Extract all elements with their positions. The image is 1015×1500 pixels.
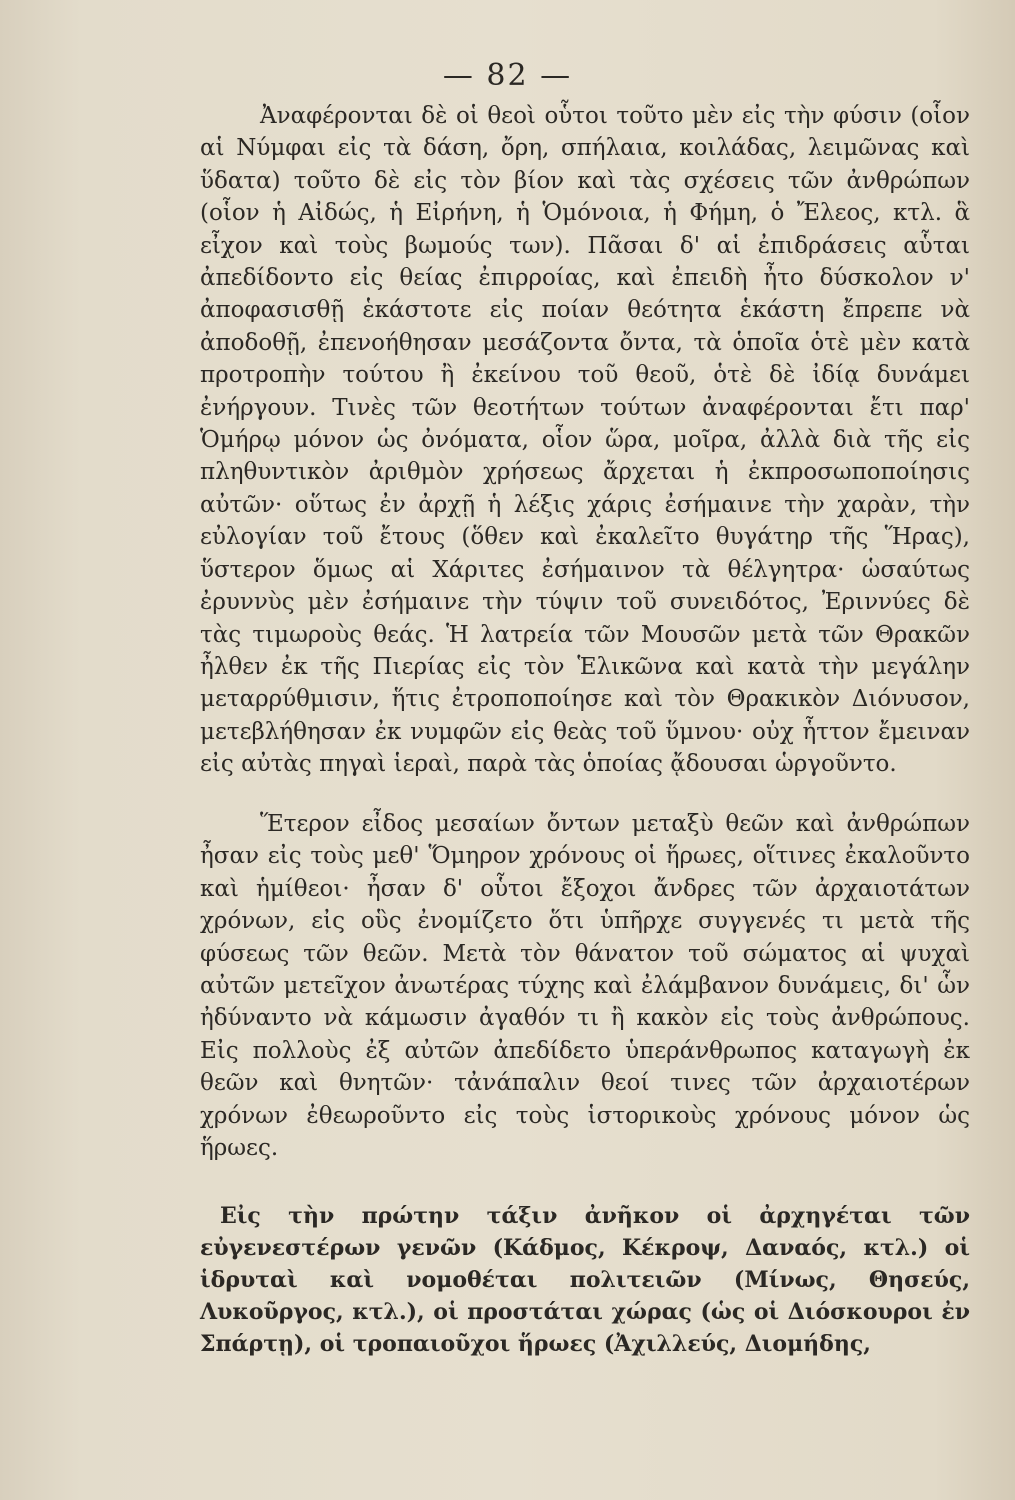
paragraph-2: Ἕτερον εἶδος μεσαίων ὄντων μεταξὺ θεῶν καὶ ἀνθρώπων ἦσαν εἰς τοὺς μεθ' Ὅμηρον χρόνους οἱ ἥρωες, οἵτινες ἐκαλοῦντο καὶ ἡμίθεοι· ἦσαν δ' οὗτοι ἔξοχοι ἄνδρες τῶν ἀρχαιοτάτων χρόνων, εἰς οὓς ἐνομίζετο ὅτι ὑπῆρχε συγγενές τι μετὰ τῆς φύσεως τῶν θεῶν. Μετὰ τὸν θάνατον τοῦ σώματος αἱ ψυχαὶ αὐτῶν μετεῖχον ἀνωτέρας τύχης καὶ ἐλάμβανον δυνάμεις, δι' ὧν ἠδύναντο νὰ κάμωσιν ἀγαθόν τι ἢ κακὸν εἰς τοὺς ἀνθρώπους. Εἰς πολλοὺς ἐξ αὐτῶν ἀπεδίδετο ὑπεράνθρωπος καταγωγὴ ἐκ θεῶν καὶ θνητῶν· τἀνάπαλιν θεοί τινες τῶν ἀρχαιοτέρων χρόνων ἐθεωροῦντο εἰς τοὺς ἱστορικοὺς χρόνους μόνον ὡς ἥρωες. bbox=[200, 811, 970, 1162]
paragraph-1: Ἀναφέρονται δὲ οἱ θεοὶ οὗτοι τοῦτο μὲν εἰς τὴν φύσιν (οἷον αἱ Νύμφαι εἰς τὰ δάση, ὄρη, σπήλαια, κοιλάδας, λειμῶνας καὶ ὕδατα) τοῦτο δὲ εἰς τὸν βίον καὶ τὰς σχέσεις τῶν ἀνθρώπων (οἷον ἡ Αἰδώς, ἡ Εἰρήνη, ἡ Ὁμόνοια, ἡ Φήμη, ὁ Ἔλεος, κτλ. ἃ εἶχον καὶ τοὺς βωμούς των). Πᾶσαι δ' αἱ ἐπιδράσεις αὗται ἀπεδίδοντο εἰς θείας ἐπιρροίας, καὶ ἐπειδὴ ἦτο δύσκολον ν' ἀποφασισθῇ ἑκάστοτε εἰς ποίαν θεότητα ἑκάστη ἔπρεπε νὰ ἀποδοθῇ, ἐπενοήθησαν μεσάζοντα ὄντα, τὰ ὁποῖα ὁτὲ μὲν κατὰ προτροπὴν τούτου ἢ ἐκείνου τοῦ θεοῦ, ὁτὲ δὲ ἰδίᾳ δυνάμει ἐνήργουν. Τινὲς τῶν θεοτήτων τούτων ἀναφέρονται ἔτι παρ' Ὁμήρῳ μόνον ὡς ὀνόματα, οἷον ὥρα, μοῖρα, ἀλλὰ διὰ τῆς εἰς πληθυντικὸν ἀριθμὸν χρήσεως ἄρχεται ἡ ἐκπροσωποποίησις αὐτῶν· οὕτως ἐν ἀρχῇ ἡ λέξις χάρις ἐσήμαινε τὴν χαρὰν, τὴν εὐλογίαν τοῦ ἔτους (ὅθεν καὶ ἐκαλεῖτο θυγάτηρ τῆς Ἥρας), ὕστερον ὅμως αἱ Χάριτες ἐσήμαινον τὰ θέλγητρα· ὡσαύτως ἐρυννὺς μὲν ἐσήμαινε τὴν τύψιν τοῦ συνειδότος, Ἐριννύες δὲ τὰς τιμωροὺς θεάς. Ἡ λατρεία τῶν Μουσῶν μετὰ τῶν Θρακῶν ἦλθεν ἐκ τῆς Πιερίας εἰς τὸν Ἑλικῶνα καὶ κατὰ τὴν μεγάλην μεταρρύθμισιν, ἥτις ἐτροποποίησε καὶ τὸν Θρακικὸν Διόνυσον, μετεβλήθησαν ἐκ νυμφῶν εἰς θεὰς τοῦ ὕμνου· οὐχ ἧττον ἔμειναν εἰς αὐτὰς πηγαὶ ἱεραὶ, παρὰ τὰς ὁποίας ᾄδουσαι ὡργοῦντο. bbox=[200, 103, 970, 778]
paragraph-3: Εἰς τὴν πρώτην τάξιν ἀνῆκον οἱ ἀρχηγέται τῶν εὐγενεστέρων γενῶν (Κάδμος, Κέκροψ, Δαναός, κτλ.) οἱ ἱδρυταὶ καὶ νομοθέται πολιτειῶν (Μίνως, Θησεύς, Λυκοῦργος, κτλ.), οἱ προστάται χώρας (ὡς οἱ Διόσκουροι ἐν Σπάρτῃ), οἱ τροπαιοῦχοι ἥρωες (Ἀχιλλεύς, Διομήδης, bbox=[200, 1203, 970, 1357]
page-number: — 82 — bbox=[442, 58, 573, 93]
